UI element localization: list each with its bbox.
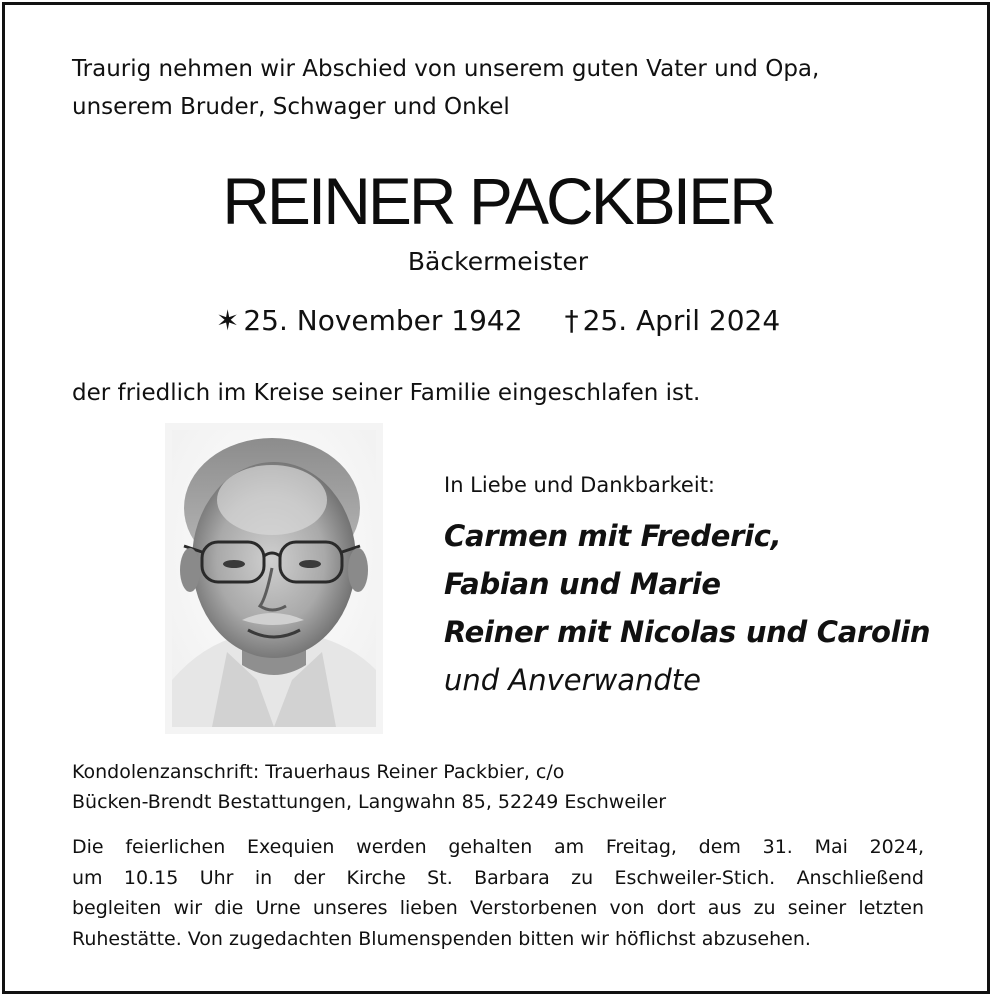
mourner-line-2: Fabian und Marie (444, 567, 721, 601)
condolence-line-1: Kondolenzanschrift: Trauerhaus Reiner Packbier, c/o (72, 761, 565, 783)
mourners-intro: In Liebe und Dankbarkeit: (444, 473, 716, 497)
death-date: 25. April 2024 (582, 304, 781, 337)
portrait-photo (165, 423, 383, 734)
condolence-address (72, 757, 666, 817)
service-line-1: Die feierlichen Exequien werden gehalten am Freitag, dem 31. Mai 2024, (72, 836, 924, 858)
condolence-line-2: Bücken-Brendt Bestattungen, Langwahn 85, 52249 Eschweiler (72, 791, 667, 813)
intro-line-1: Traurig nehmen wir Abschied von unserem guten Vater und Opa, (72, 56, 820, 82)
mourners-list (444, 512, 930, 704)
deceased-name: REINER PACKBIER (222, 164, 774, 238)
service-line-3: begleiten wir die Urne unseres lieben Verstorbenen von dort aus zu seiner letzten (72, 897, 924, 919)
service-line-2: um 10.15 Uhr in der Kirche St. Barbara zu Eschweiler-Stich. Anschließend (72, 866, 924, 889)
death-cross-icon: † (564, 304, 579, 337)
mourner-line-3: Reiner mit Nicolas und Carolin (444, 615, 931, 649)
service-line-4: Ruhestätte. Von zugedachten Blumenspenden bitten wir höflichst abzusehen. (72, 927, 811, 950)
peaceful-line: der friedlich im Kreise seiner Familie eingeschlafen ist. (72, 380, 701, 406)
mourner-line-1: Carmen mit Frederic, (444, 519, 782, 553)
life-dates (0, 299, 996, 343)
portrait-image-icon (172, 430, 376, 727)
intro-line-2: unserem Bruder, Schwager und Onkel (72, 94, 510, 120)
deceased-profession: Bäckermeister (407, 247, 589, 276)
birth-star-icon: ✶ (215, 304, 240, 337)
mourner-line-4: und Anverwandte (444, 663, 702, 697)
birth-date: 25. November 1942 (243, 304, 523, 337)
service-info (72, 832, 924, 954)
intro-text (72, 50, 932, 126)
